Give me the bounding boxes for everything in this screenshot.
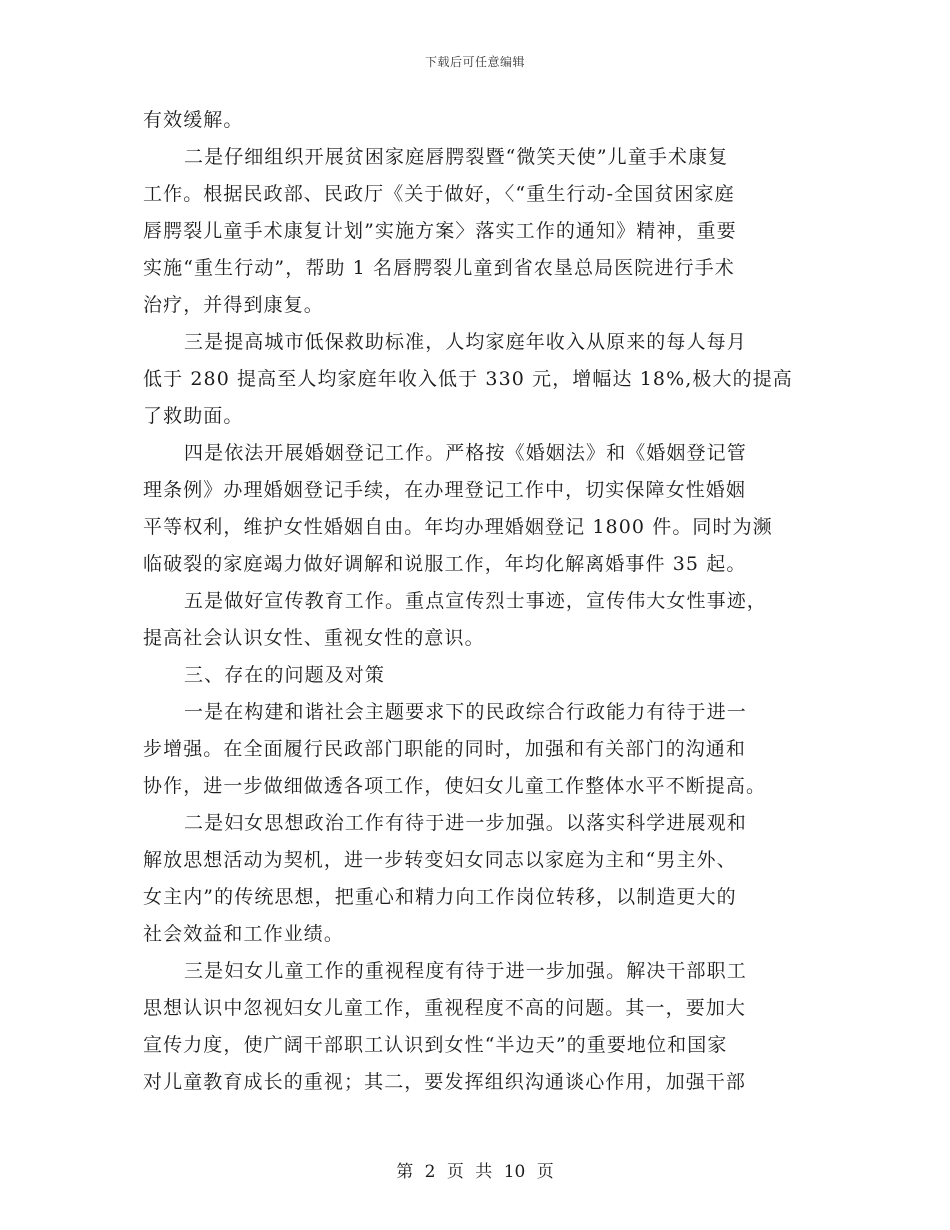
page-header: 下载后可任意编辑 [424,55,525,69]
text-line: 唇腭裂儿童手术康复计划”实施方案〉落实工作的通知》精神，重要 [143,220,737,242]
text-line: 平等权利，维护女性婚姻自由。年均办理婚姻登记 1800 件。同时为濒 [143,516,773,538]
document-body [143,102,809,1101]
text-line: 提高社会认识女性、重视女性的意识。 [143,627,485,649]
text-line: 协作，进一步做细做透各项工作，使妇女儿童工作整体水平不断提高。 [143,775,767,797]
text-line: 二是妇女思想政治工作有待于进一步加强。以落实科学进展观和 [184,812,747,834]
text-line: 低于 280 提高至人均家庭年收入低于 330 元，增幅达 18%,极大的提高 [143,368,793,390]
text-line: 实施“重生行动”，帮助 1 名唇腭裂儿童到省农垦总局医院进行手术 [143,257,735,279]
text-line: 临破裂的家庭竭力做好调解和说服工作，年均化解离婚事件 35 起。 [143,553,747,575]
text-line: 五是做好宣传教育工作。重点宣传烈士事迹，宣传伟大女性事迹， [184,590,767,612]
text-line: 一是在构建和谐社会主题要求下的民政综合行政能力有待于进一 [184,701,747,723]
text-line: 对儿童教育成长的重视；其二，要发挥组织沟通谈心作用，加强干部 [143,1071,747,1093]
text-line: 三是妇女儿童工作的重视程度有待于进一步加强。解决干部职工 [184,960,747,982]
text-line: 二是仔细组织开展贫困家庭唇腭裂暨“微笑天使”儿童手术康复 [184,146,729,168]
text-line: 工作。根据民政部、民政厅《关于做好，〈“重生行动-全国贫困家庭 [143,183,735,205]
text-line: 三是提高城市低保救助标准，人均家庭年收入从原来的每人每月 [184,331,747,353]
text-line: 步增强。在全面履行民政部门职能的同时，加强和有关部门的沟通和 [143,738,747,760]
text-line: 有效缓解。 [143,109,244,131]
text-line: 社会效益和工作业绩。 [143,923,345,945]
text-line: 理条例》办理婚姻登记手续，在办理登记工作中，切实保障女性婚姻 [143,479,747,501]
text-line: 女主内”的传统思想，把重心和精力向工作岗位转移，以制造更大的 [143,886,737,908]
section-heading: 三、存在的问题及对策 [184,664,386,686]
text-line: 治疗，并得到康复。 [143,294,324,316]
page-footer: 第 2 页 共 10 页 [396,1162,554,1182]
text-line: 四是依法开展婚姻登记工作。严格按《婚姻法》和《婚姻登记管 [184,442,747,464]
text-line: 了救助面。 [143,405,244,427]
text-line: 思想认识中忽视妇女儿童工作，重视程度不高的问题。其一，要加大 [143,997,747,1019]
text-line: 解放思想活动为契机，进一步转变妇女同志以家庭为主和“男主外、 [143,849,737,871]
text-line: 宣传力度，使广阔干部职工认识到女性“半边天”的重要地位和国家 [143,1034,728,1056]
